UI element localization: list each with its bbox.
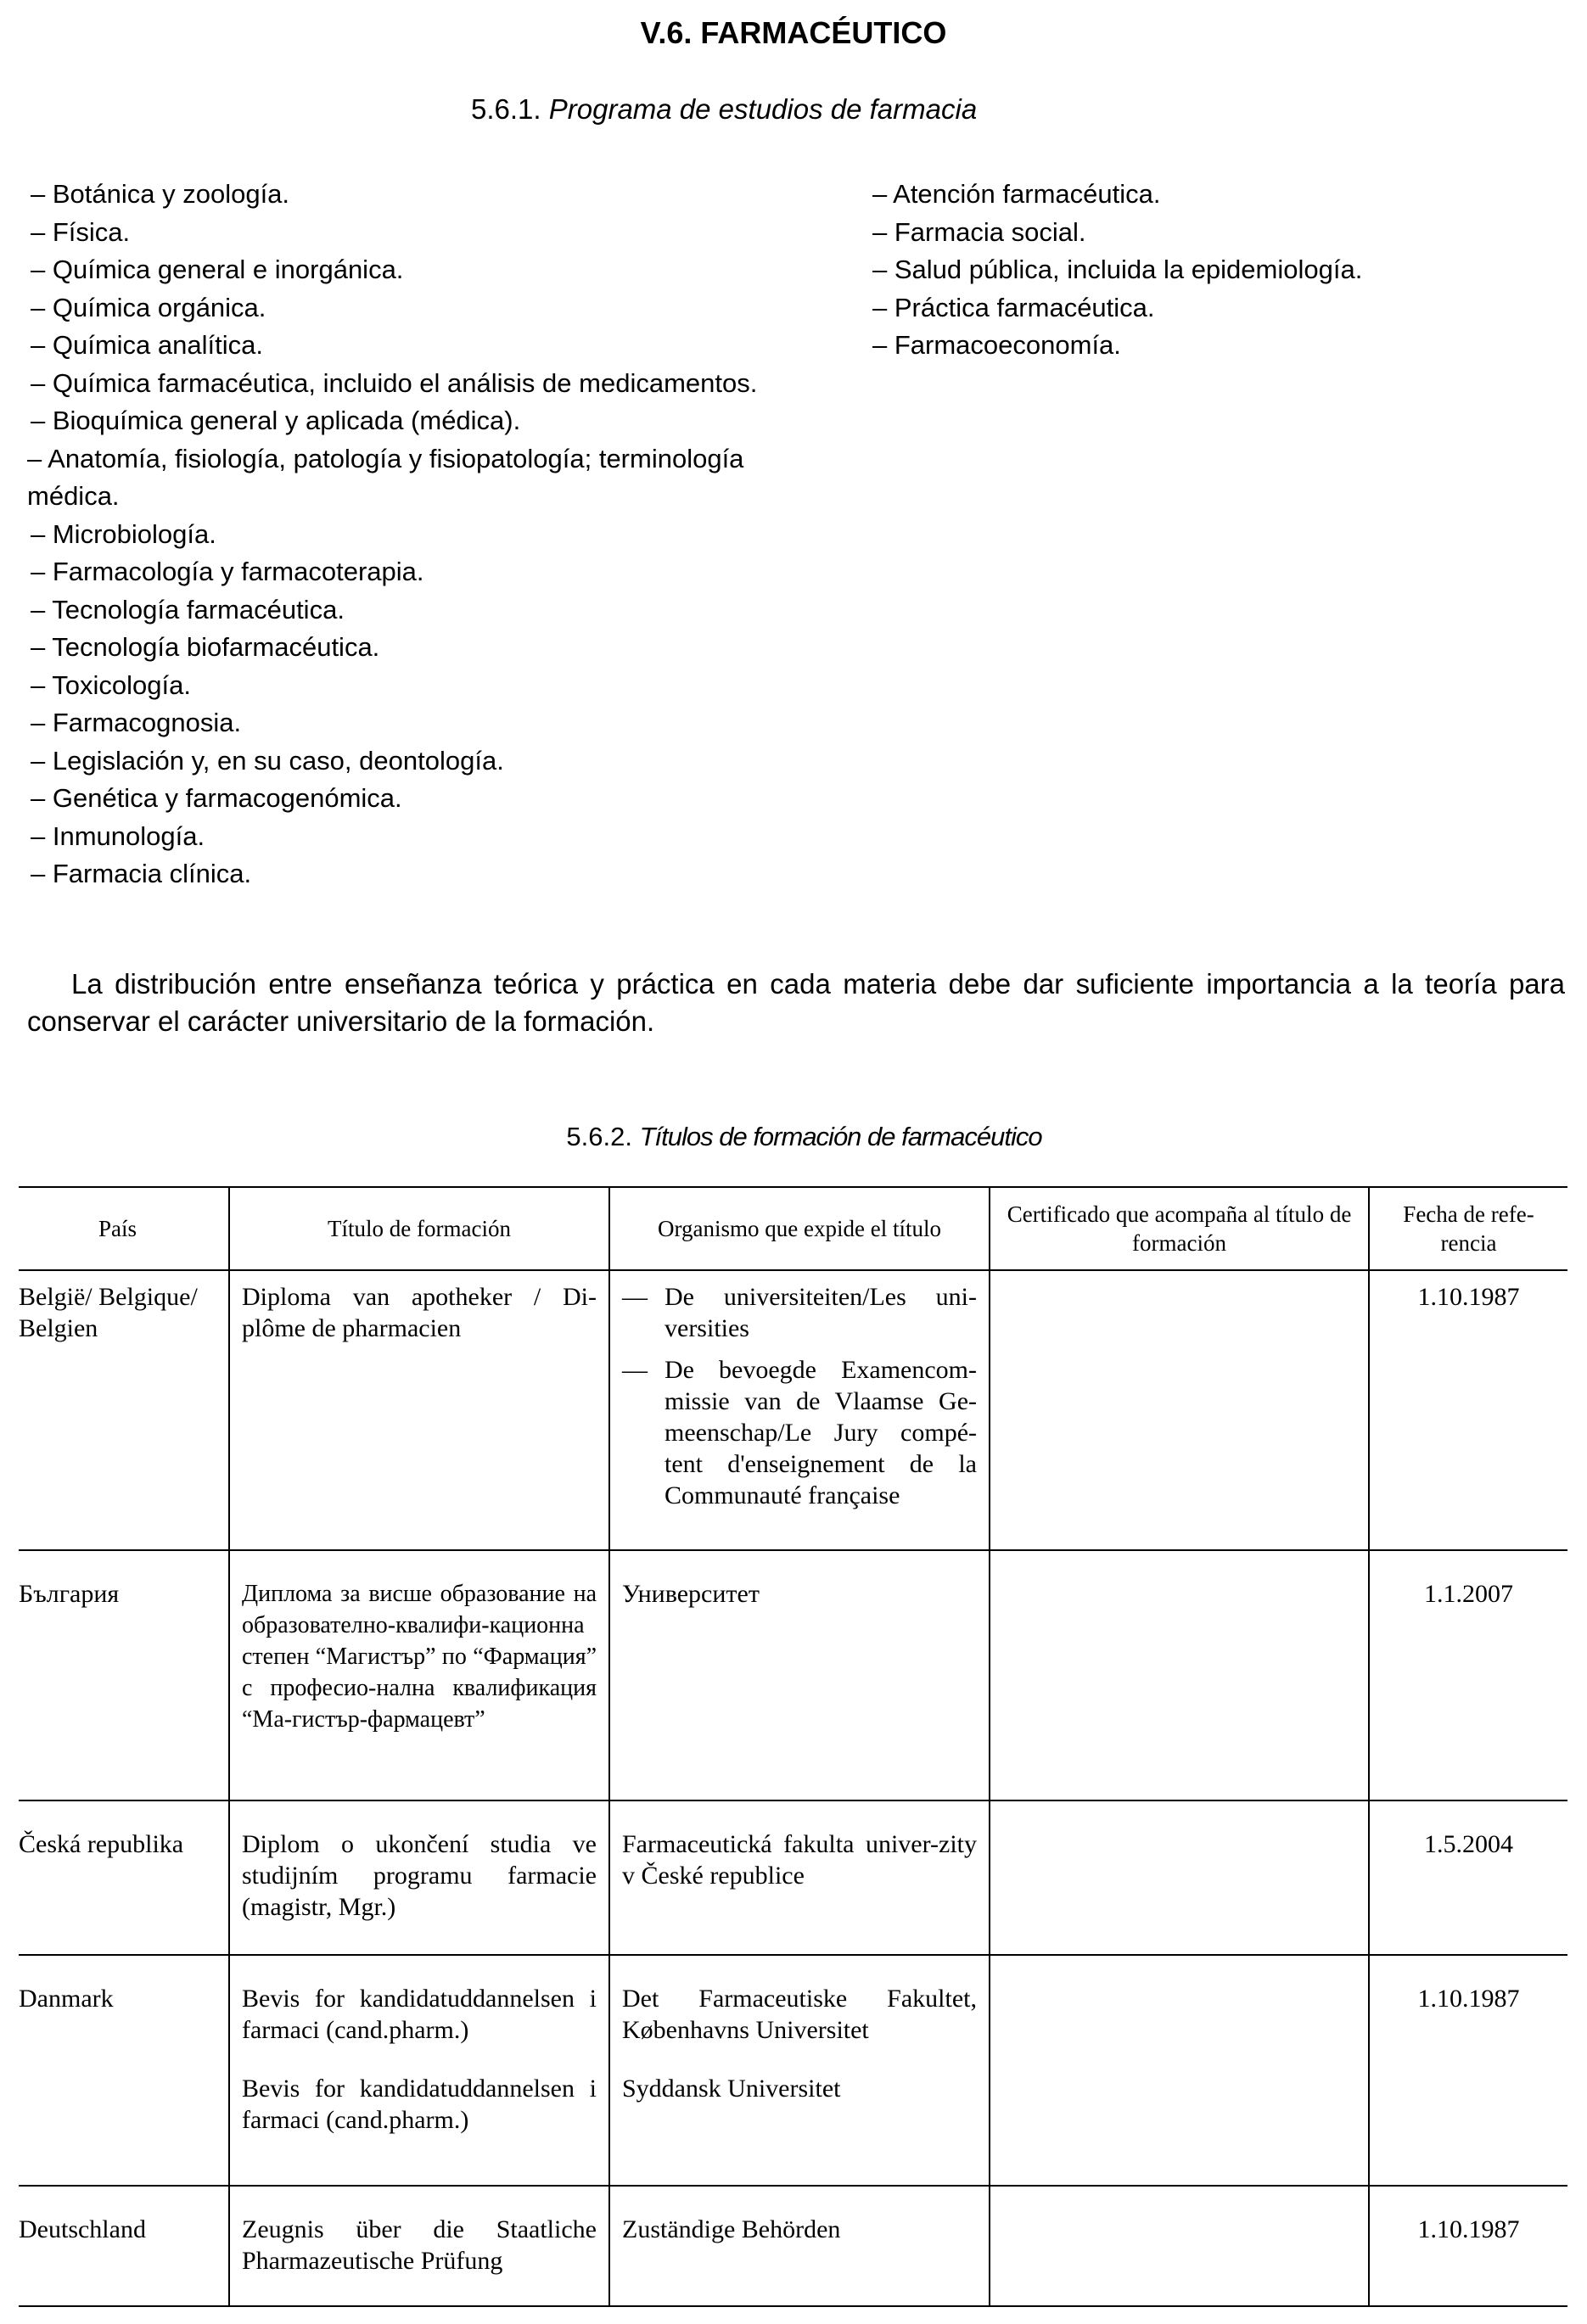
table-row	[19, 1270, 1567, 1550]
section-heading-study-program	[471, 93, 977, 126]
list-item: – Tecnología farmacéutica.	[31, 594, 345, 624]
body-text: Zuständige Behörden	[622, 2215, 841, 2243]
cell-date: 1.5.2004	[1369, 1800, 1567, 1955]
list-item: – Bioquímica general y aplicada (médica).	[31, 406, 521, 435]
page-heading: V.6. FARMACÉUTICO	[640, 15, 947, 50]
dash-marker: —	[622, 1356, 648, 1384]
cell-country: Deutschland	[19, 2186, 229, 2306]
list-item: – Farmacognosia.	[31, 708, 242, 737]
table-row	[19, 1800, 1567, 1955]
list-item: – Química farmacéutica, incluido el análisis de medicamentos.	[31, 367, 758, 398]
distribution-paragraph: La distribución entre enseñanza teórica y práctica en cada materia debe dar suficiente importancia a la teoría para conservar el carácter universitario de la formación.	[27, 968, 1565, 1037]
cell-certificate	[990, 1955, 1369, 2186]
cell-issuing-body	[609, 1955, 990, 2186]
body-text: Syddansk Universitet	[622, 2075, 841, 2103]
section-title: Títulos de formación de farmacéutico	[639, 1122, 1042, 1151]
cell-title	[229, 1955, 609, 2186]
cell-issuing-body	[609, 1270, 990, 1550]
header-country: País	[19, 1187, 229, 1270]
cell-certificate	[990, 2186, 1369, 2306]
list-item: – Química analítica.	[31, 330, 263, 360]
list-item: – Tecnología biofarmacéutica.	[31, 632, 380, 662]
title-text: Diplom o ukončení studia ve studijním programu farmacie (magistr, Mgr.)	[242, 1830, 597, 1921]
table-row	[19, 2186, 1567, 2306]
cell-country: България	[19, 1550, 229, 1800]
title-text: Zeugnis über die Staatliche Pharmazeutische Prüfung	[242, 2215, 597, 2275]
header-issuing-body: Organismo que expide el título	[609, 1187, 990, 1270]
cell-certificate	[990, 1270, 1369, 1550]
subject-list-left	[27, 176, 845, 893]
cell-title	[229, 2186, 609, 2306]
body-text: Farmaceutická fakulta univer-zity v České republice	[622, 1830, 977, 1890]
table-row	[19, 1550, 1567, 1800]
body-text: De bevoegde Examencom-missie van de Vlaamse Ge-meenschap/Le Jury compé-tent d'enseignement de la Communauté française	[665, 1356, 977, 1509]
list-item: – Farmacia clínica.	[31, 859, 252, 888]
cell-issuing-body	[609, 1550, 990, 1800]
section-heading-titles	[0, 1122, 1587, 1152]
table-header-row	[19, 1187, 1567, 1270]
list-item: – Atención farmacéutica.	[872, 179, 1161, 209]
list-item: – Física.	[31, 216, 131, 247]
table-row	[19, 1955, 1567, 2186]
title-text: Bevis for kandidatuddannelsen i farmaci (cand.pharm.)	[242, 1985, 597, 2044]
cell-date: 1.10.1987	[1369, 1270, 1567, 1550]
title-text: Bevis for kandidatuddannelsen i farmaci (cand.pharm.)	[242, 2075, 597, 2134]
section-title: Programa de estudios de farmacia	[548, 93, 978, 125]
cell-date: 1.1.2007	[1369, 1550, 1567, 1800]
cell-country: België/ Belgique/ Belgien	[19, 1270, 229, 1550]
cell-issuing-body	[609, 1800, 990, 1955]
cell-certificate	[990, 1800, 1369, 1955]
cell-country: Danmark	[19, 1955, 229, 2186]
list-item: – Genética y farmacogenómica.	[31, 783, 402, 813]
header-certificate: Certificado que acompaña al título de formación	[990, 1187, 1369, 1270]
list-item: – Inmunología.	[31, 820, 205, 851]
title-text: Diploma van apotheker / Di-plôme de pharmacien	[242, 1283, 597, 1342]
body-text: Университет	[622, 1580, 760, 1608]
list-item: – Legislación y, en su caso, deontología.	[31, 745, 504, 776]
list-item: – Botánica y zoología.	[31, 179, 290, 209]
list-item: – Microbiología.	[31, 518, 216, 549]
dash-marker: —	[622, 1283, 648, 1311]
header-reference-date: Fecha de refe-rencia	[1369, 1187, 1567, 1270]
list-item: – Farmacia social.	[872, 216, 1086, 247]
cell-date: 1.10.1987	[1369, 2186, 1567, 2306]
list-item: – Anatomía, fisiología, patología y fisiopatología; terminología médica.	[27, 443, 744, 511]
list-item: – Farmacoeconomía.	[872, 330, 1121, 360]
cell-title	[229, 1550, 609, 1800]
list-item: – Toxicología.	[31, 669, 191, 700]
section-number: 5.6.1.	[471, 93, 541, 125]
cell-title	[229, 1800, 609, 1955]
section-number: 5.6.2.	[566, 1122, 632, 1151]
body-text: Det Farmaceutiske Fakultet, Københavns Universitet	[622, 1985, 977, 2044]
body-item	[622, 1354, 977, 1511]
cell-title	[229, 1270, 609, 1550]
list-item: – Química general e inorgánica.	[31, 255, 404, 284]
titles-table	[19, 1186, 1567, 2307]
list-item: – Farmacología y farmacoterapia.	[31, 557, 424, 586]
body-item	[622, 1281, 977, 1344]
list-item: – Práctica farmacéutica.	[872, 292, 1155, 322]
cell-country: Česká republika	[19, 1800, 229, 1955]
cell-issuing-body	[609, 2186, 990, 2306]
header-title: Título de formación	[229, 1187, 609, 1270]
list-item: – Química orgánica.	[31, 292, 266, 322]
cell-date: 1.10.1987	[1369, 1955, 1567, 2186]
subject-list-right	[872, 176, 1568, 365]
cell-certificate	[990, 1550, 1369, 1800]
title-text: Диплома за висше образование на образователно-квалифи-кационна степен “Магистър” по “Фармация” с професио-нална квалификация “Ма-гистър-фармацевт”	[242, 1581, 597, 1733]
body-text: De universiteiten/Les uni-versities	[665, 1283, 977, 1342]
list-item: – Salud pública, incluida la epidemiología.	[872, 255, 1363, 284]
